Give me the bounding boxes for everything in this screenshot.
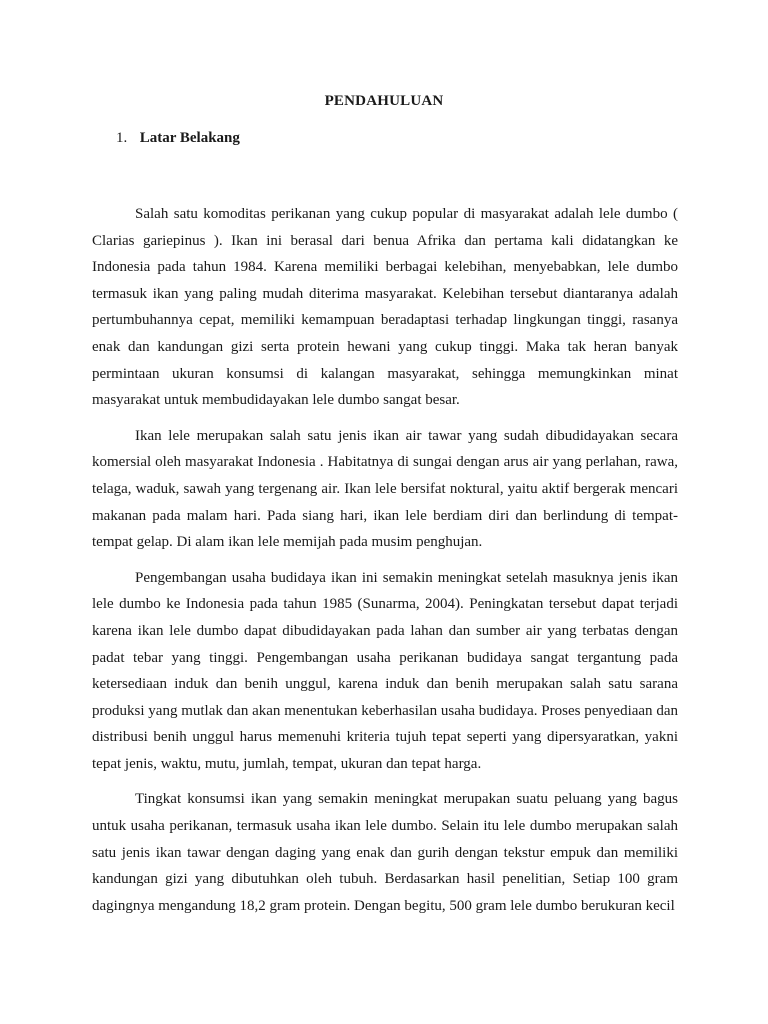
paragraph-3: Pengembangan usaha budidaya ikan ini semakin meningkat setelah masuknya jenis ikan lele dumbo ke Indonesia pada tahun 1985 (Sunarma, 2004). Peningkatan tersebut dapat terjadi karena ikan lele dumbo dapat dibudidayakan pada lahan dan sumber air yang terbatas dengan padat tebar yang tinggi. Pengembangan usaha perikanan budidaya sangat tergantung pada ketersediaan induk dan benih unggul, karena induk dan benih merupakan salah satu sarana produksi yang mutlak dan akan menentukan keberhasilan usaha budidaya. Proses penyediaan dan distribusi benih unggul harus memenuhi kriteria tujuh tepat seperti yang dipersyaratkan, yakni tepat jenis, waktu, mutu, jumlah, tempat, ukuran dan tepat harga. — [92, 569, 678, 772]
section-title: Latar Belakang — [139, 130, 240, 146]
section-number: 1. — [116, 130, 128, 146]
paragraph-1: Salah satu komoditas perikanan yang cukup popular di masyarakat adalah lele dumbo ( Clarias gariepinus ). Ikan ini berasal dari benua Afrika dan pertama kali didatangkan ke Indonesia pada tahun 1984. Karena memiliki berbagai kelebihan, menyebabkan, lele dumbo termasuk ikan yang paling mudah diterima masyarakat. Kelebihan tersebut diantaranya adalah pertumbuhannya cepat, memiliki kemampuan beradaptasi terhadap lingkungan tinggi, rasanya enak dan kandungan gizi serta protein hewani yang cukup tinggi. Maka tak heran banyak permintaan ukuran konsumsi di kalangan masyarakat, sehingga memungkinkan minat masyarakat untuk membudidayakan lele dumbo sangat besar. — [92, 206, 678, 409]
paragraph-2: Ikan lele merupakan salah satu jenis ikan air tawar yang sudah dibudidayakan secara komersial oleh masyarakat Indonesia . Habitatnya di sungai dengan arus air yang perlahan, rawa, telaga, waduk, sawah yang tergenang air. Ikan lele bersifat noktural, yaitu aktif bergerak mencari makanan pada malam hari. Pada siang hari, ikan lele berdiam diri dan berlindung di tempat-tempat gelap. Di alam ikan lele memijah pada musim penghujan. — [92, 427, 678, 551]
page-title: PENDAHULUAN — [324, 93, 444, 109]
paragraph-4: Tingkat konsumsi ikan yang semakin meningkat merupakan suatu peluang yang bagus untuk usaha perikanan, termasuk usaha ikan lele dumbo. Selain itu lele dumbo merupakan salah satu jenis ikan tawar dengan daging yang enak dan gurih dengan tekstur empuk dan memiliki kandungan gizi yang dibutuhkan oleh tubuh. Berdasarkan hasil penelitian, Setiap 100 gram dagingnya mengandung 18,2 gram protein. Dengan begitu, 500 gram lele dumbo berukuran kecil — [92, 791, 678, 914]
section-heading — [116, 130, 240, 147]
body-text — [92, 201, 678, 919]
